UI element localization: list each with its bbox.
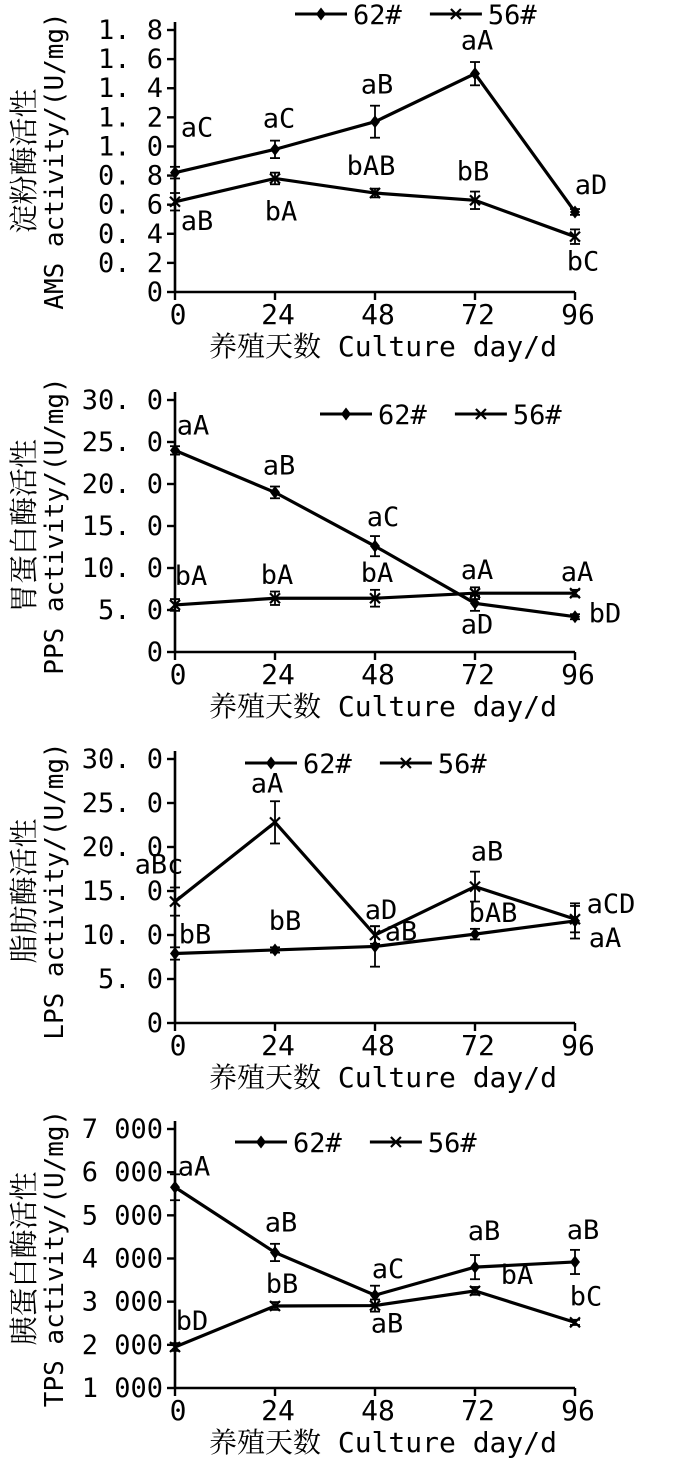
y-tick-label: 1. 0 xyxy=(97,131,163,163)
legend-label: 62# xyxy=(353,0,402,31)
y-tick-label: 0. 4 xyxy=(97,218,163,250)
legend-entry xyxy=(380,749,488,780)
y-tick-label: 0. 2 xyxy=(97,247,163,279)
chart-panel-tps-activity xyxy=(0,1100,700,1463)
significance-label: bAB xyxy=(468,898,518,930)
data-point-marker-62 xyxy=(270,943,280,956)
significance-label: aB xyxy=(470,836,504,868)
significance-label: bA xyxy=(260,560,294,592)
chart-svg xyxy=(0,370,700,735)
significance-label: aB xyxy=(370,1308,404,1340)
legend-label: 56# xyxy=(437,749,487,780)
y-tick-label: 30. 0 xyxy=(81,385,163,416)
y-axis-title-en: PPS activity/(U/mg) xyxy=(40,377,70,675)
significance-label: aC xyxy=(371,1254,405,1286)
x-axis-title: 养殖天数 Culture day/d xyxy=(208,1061,558,1094)
y-tick-label: 10. 0 xyxy=(81,553,163,584)
y-tick-label: 0. 8 xyxy=(97,160,163,192)
significance-label: aA xyxy=(588,922,622,954)
chart-svg xyxy=(0,1100,700,1463)
y-tick-label: 1 000 xyxy=(81,1373,163,1404)
x-tick-label: 24 xyxy=(261,298,295,331)
y-axis-title xyxy=(7,1110,70,1407)
significance-label: aC xyxy=(366,502,400,534)
x-tick-label: 24 xyxy=(261,658,295,691)
y-tick-label: 1. 8 xyxy=(97,15,163,46)
x-tick-label: 96 xyxy=(561,1394,595,1427)
significance-label: aB xyxy=(180,205,214,237)
y-tick-label: 10. 0 xyxy=(81,920,163,951)
significance-label: aC xyxy=(262,103,296,135)
significance-label: aA xyxy=(176,410,210,442)
significance-label: bC xyxy=(569,1281,603,1313)
x-tick-label: 48 xyxy=(361,1394,395,1427)
y-axis-title-en: TPS activity/(U/mg) xyxy=(40,1109,70,1408)
y-tick-label: 25. 0 xyxy=(81,427,163,458)
legend-diamond-marker xyxy=(341,408,351,421)
x-tick-label: 72 xyxy=(461,1394,495,1427)
y-tick-label: 25. 0 xyxy=(81,788,163,819)
significance-label: aC xyxy=(180,112,214,144)
x-tick-label: 48 xyxy=(361,1029,395,1062)
significance-label: bB xyxy=(178,919,212,951)
significance-label: bD xyxy=(175,1305,209,1337)
y-tick-label: 2 000 xyxy=(81,1329,163,1361)
x-tick-label: 96 xyxy=(561,298,595,331)
significance-label: aD xyxy=(574,169,608,201)
y-tick-label: 15. 0 xyxy=(81,511,163,542)
x-tick-label: 72 xyxy=(461,1029,495,1062)
data-point-marker-62 xyxy=(470,1261,480,1274)
significance-label: aD xyxy=(460,609,494,641)
chart-svg xyxy=(0,0,700,370)
significance-label: aB xyxy=(264,1207,298,1239)
significance-label: bA xyxy=(264,196,298,228)
y-axis-title xyxy=(7,742,70,1039)
legend-diamond-marker xyxy=(316,8,326,21)
legend-label: 56# xyxy=(512,400,562,431)
x-tick-label: 72 xyxy=(461,658,495,691)
x-tick-label: 0 xyxy=(169,1029,187,1062)
data-point-marker-62 xyxy=(570,610,580,623)
chart-panel-pps-activity xyxy=(0,370,700,735)
x-axis-title: 养殖天数 Culture day/d xyxy=(208,330,558,363)
y-tick-label: 0. 6 xyxy=(97,189,163,221)
significance-label: bA xyxy=(500,1259,534,1291)
y-axis-title-cn: 胃蛋白酶活性 xyxy=(7,438,41,614)
significance-label: bAB xyxy=(346,151,396,183)
legend-label: 62# xyxy=(293,1128,342,1159)
significance-label: aA xyxy=(250,768,284,800)
significance-label: aB xyxy=(384,916,418,948)
significance-label: bC xyxy=(566,246,600,278)
data-point-marker-62 xyxy=(170,166,180,179)
data-point-marker-62 xyxy=(270,1246,280,1259)
significance-label: aA xyxy=(560,557,594,589)
significance-label: aBc xyxy=(134,849,184,881)
data-point-marker-62 xyxy=(270,143,280,156)
x-tick-label: 0 xyxy=(169,298,187,331)
x-tick-label: 0 xyxy=(169,1394,187,1427)
y-tick-label: 30. 0 xyxy=(81,744,163,775)
data-point-marker-62 xyxy=(370,540,380,553)
y-tick-label: 5. 0 xyxy=(97,595,163,626)
y-tick-label: 15. 0 xyxy=(81,876,163,907)
y-axis-title-en: AMS activity/(U/mg) xyxy=(40,12,70,310)
data-point-marker-62 xyxy=(170,1181,180,1194)
x-tick-label: 96 xyxy=(561,658,595,691)
y-axis-title-cn: 脂肪酶活性 xyxy=(7,818,41,964)
chart-panel-ams-activity xyxy=(0,0,700,370)
legend-entry xyxy=(320,400,428,431)
legend-label: 56# xyxy=(487,0,537,31)
legend-label: 62# xyxy=(378,400,427,431)
y-axis-title-en: LPS activity/(U/mg) xyxy=(40,742,70,1040)
chart-svg xyxy=(0,735,700,1100)
x-tick-label: 24 xyxy=(261,1394,295,1427)
data-point-marker-62 xyxy=(570,1255,580,1268)
significance-label: aA xyxy=(460,555,494,587)
y-tick-label: 20. 0 xyxy=(81,832,163,863)
data-point-marker-62 xyxy=(270,486,280,499)
legend-diamond-marker xyxy=(256,1136,266,1149)
legend-entry xyxy=(235,1128,343,1159)
x-axis-title: 养殖天数 Culture day/d xyxy=(208,1426,558,1459)
y-axis-title xyxy=(7,12,70,309)
series-line-56 xyxy=(175,178,575,236)
y-tick-label: 0 xyxy=(146,637,163,668)
significance-label: aB xyxy=(360,69,394,101)
significance-label: bB xyxy=(268,905,302,937)
x-tick-label: 24 xyxy=(261,1029,295,1062)
y-tick-label: 4 000 xyxy=(81,1243,163,1275)
y-tick-label: 5. 0 xyxy=(97,964,163,995)
x-tick-label: 0 xyxy=(169,658,187,691)
x-axis-title: 养殖天数 Culture day/d xyxy=(208,690,558,723)
significance-label: aA xyxy=(460,25,494,57)
significance-label: aB xyxy=(262,450,296,482)
significance-label: bB xyxy=(456,156,490,188)
x-tick-label: 48 xyxy=(361,298,395,331)
y-tick-label: 7 000 xyxy=(81,1114,163,1145)
y-tick-label: 20. 0 xyxy=(81,469,163,500)
data-point-marker-62 xyxy=(370,115,380,128)
legend-entry xyxy=(455,400,563,431)
significance-label: bB xyxy=(265,1268,299,1300)
y-axis-title xyxy=(7,377,70,674)
significance-label: aB xyxy=(566,1214,600,1246)
y-axis-title-cn: 胰蛋白酶活性 xyxy=(7,1171,41,1346)
y-tick-label: 3 000 xyxy=(81,1286,163,1318)
legend-entry xyxy=(370,1128,478,1159)
legend-label: 62# xyxy=(303,749,352,780)
significance-label: aA xyxy=(177,1151,211,1183)
y-axis-title-cn: 淀粉酶活性 xyxy=(7,88,41,234)
chart-panel-lps-activity xyxy=(0,735,700,1100)
y-tick-label: 6 000 xyxy=(81,1157,163,1189)
y-tick-label: 1. 2 xyxy=(97,102,163,134)
x-tick-label: 96 xyxy=(561,1029,595,1062)
y-tick-label: 0 xyxy=(146,1008,163,1039)
x-tick-label: 72 xyxy=(461,298,495,331)
significance-label: aCD xyxy=(586,889,636,921)
y-tick-label: 1. 4 xyxy=(97,73,163,105)
legend-entry xyxy=(295,0,403,31)
significance-label: aB xyxy=(467,1216,501,1248)
significance-label: bD xyxy=(588,598,622,630)
significance-label: aD xyxy=(364,895,398,926)
x-tick-label: 48 xyxy=(361,658,395,691)
y-tick-label: 0 xyxy=(146,277,163,308)
significance-label: bA xyxy=(174,560,208,592)
legend-label: 56# xyxy=(427,1128,477,1159)
significance-label: bA xyxy=(360,558,394,590)
y-tick-label: 1. 6 xyxy=(97,44,163,76)
y-tick-label: 5 000 xyxy=(81,1200,163,1232)
